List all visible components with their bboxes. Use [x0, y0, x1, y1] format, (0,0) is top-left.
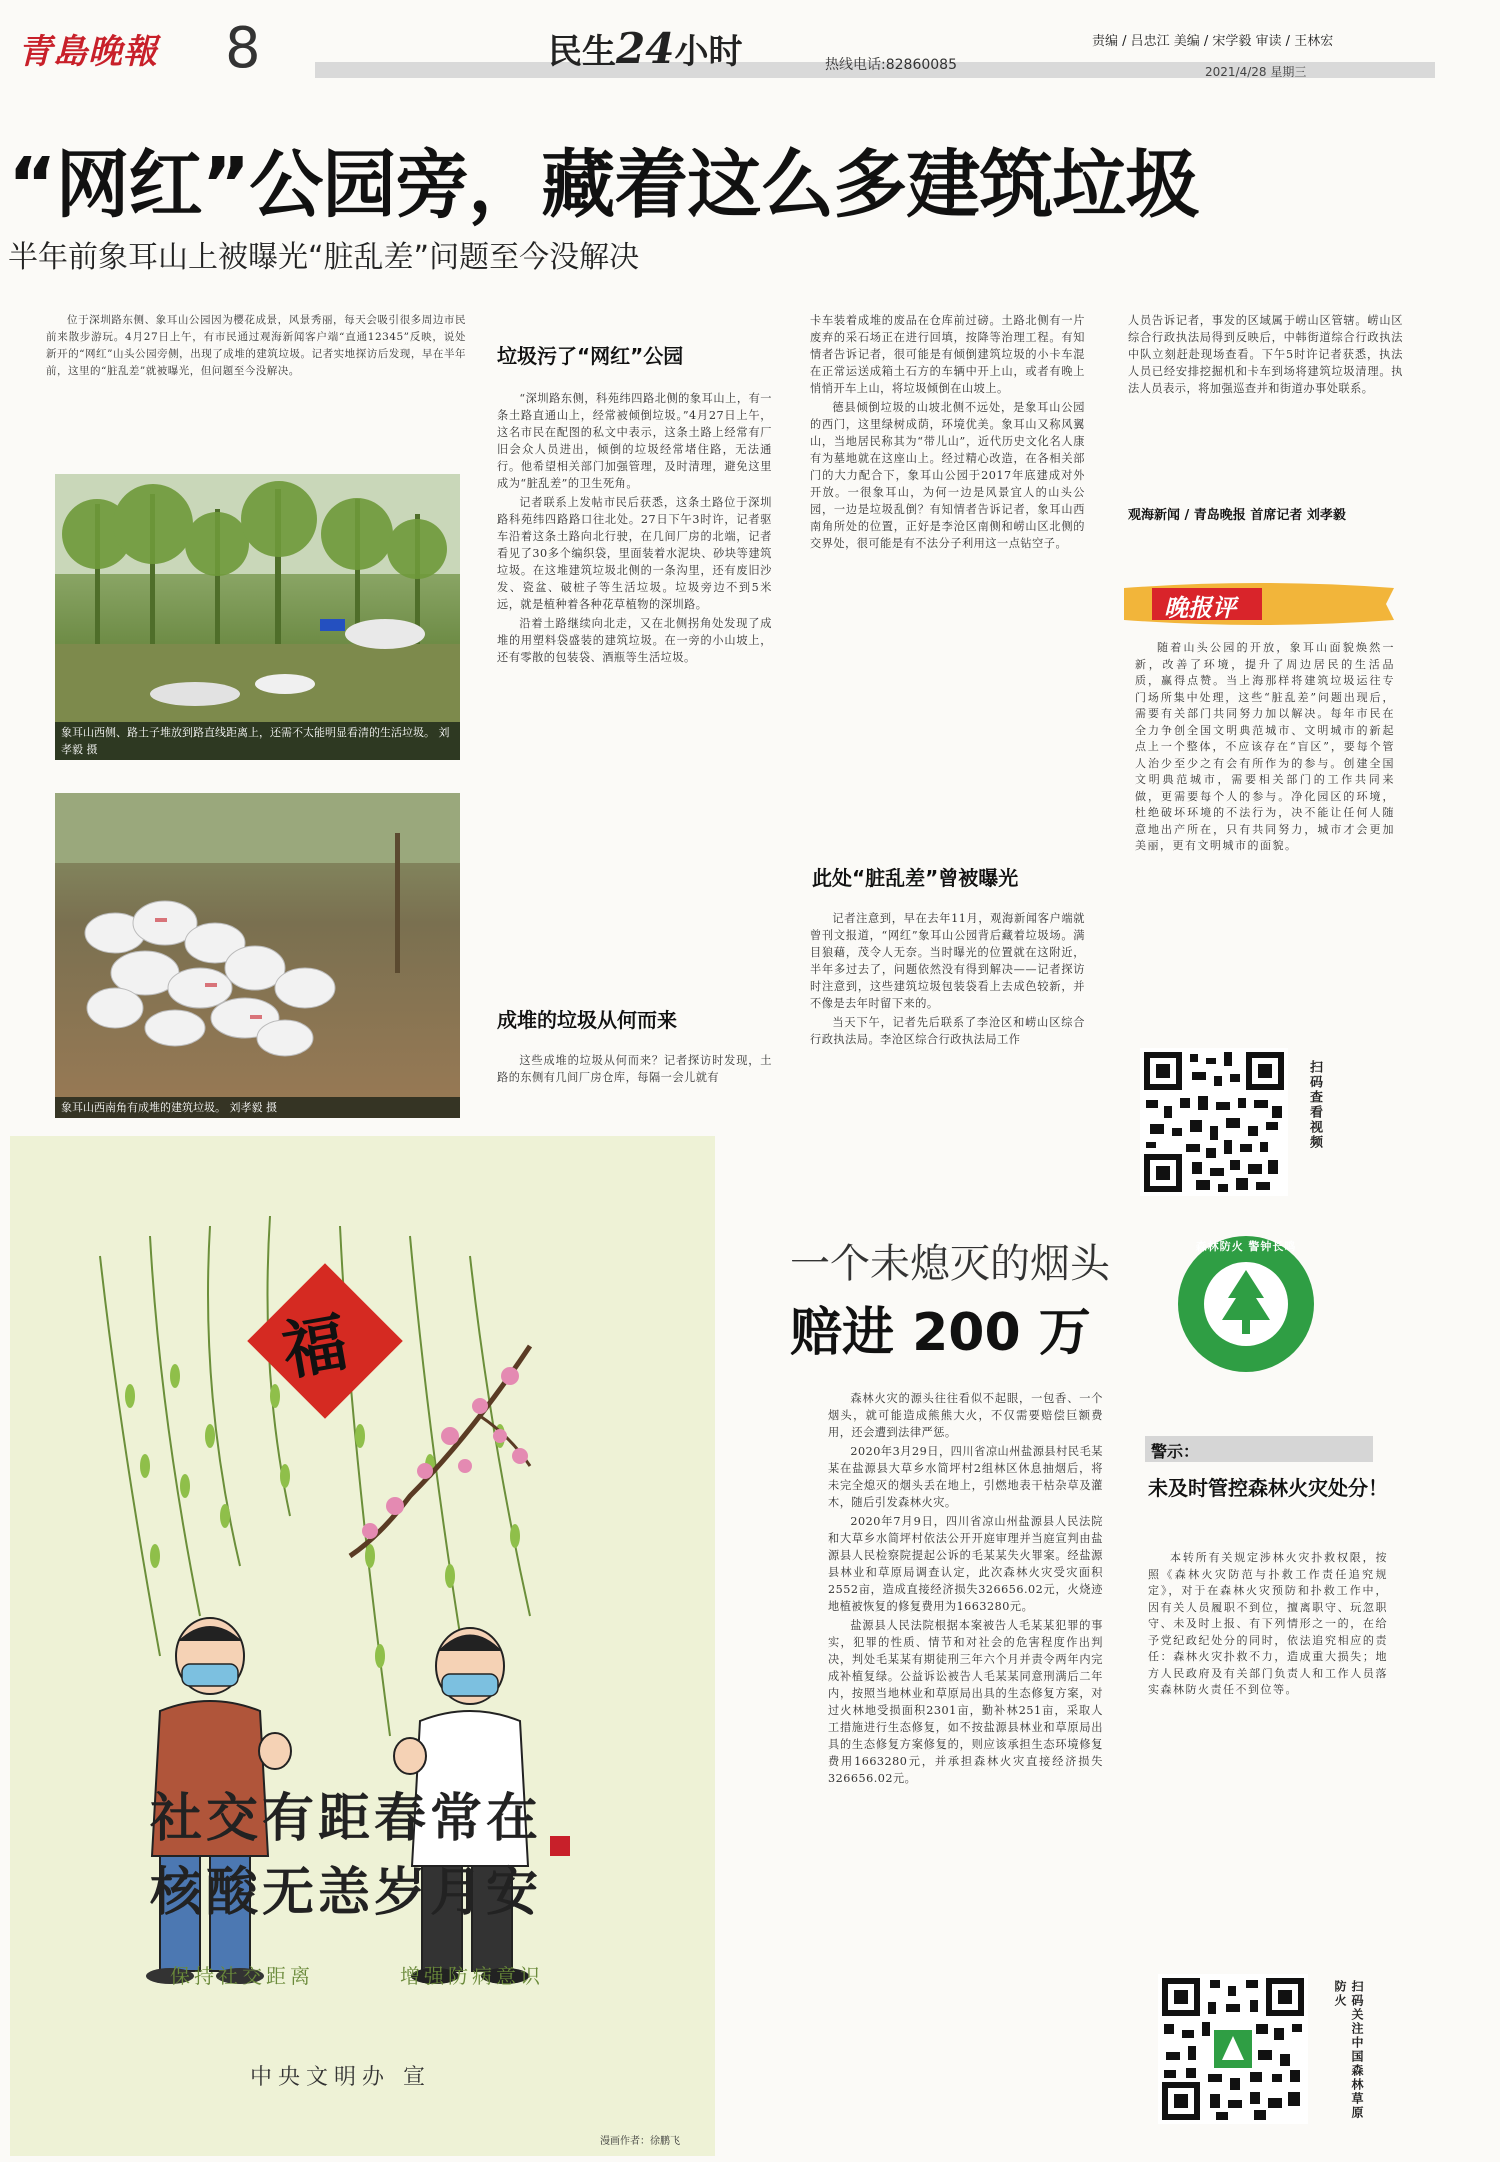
commentary-banner [1124, 582, 1394, 626]
section3-para: 当天下午，记者先后联系了李沧区和崂山区综合行政执法局。李沧区综合行政执法局工作 [810, 1016, 1085, 1046]
commentary-banner-text: 晚报评 [1164, 594, 1236, 622]
psa-author: 漫画作者：徐鹏飞 [600, 2136, 680, 2147]
warning-paragraph: 本转所有关规定涉林火灾扑救权限，按照《森林火灾防范与扑救工作责任追究规定》，对于在森林火灾预防和扑救工作中，因有关人员履职不到位，擅离职守、玩忽职守、未及时上报、有下列情形之一的，在给予党纪政纪处分的同时，依法追究相应的责任：森林火灾扑救不力，造成重大损失；地方人民政府及有关部门负责人和工作人员落实森林防火责任不到位等。 [1148, 1551, 1388, 1696]
section3-para: 记者注意到，早在去年11月，观海新闻客户端就曾刊文报道，“网红”象耳山公园背后藏着垃圾场。满目狼藉，茂令人无奈。当时曝光的位置就在这附近，半年多过去了，问题依然没有得到解决——记者探访时注意到，这些建筑垃圾包装袋看上去成色较新，并不像是去年时留下来的。 [810, 912, 1085, 1010]
fire-title-line2: 赔进 200 万 [790, 1303, 1091, 1363]
section1-body [497, 390, 772, 668]
qr-pattern-2 [1158, 1974, 1308, 2124]
fire-para: 森林火灾的源头往往看似不起眼，一包香、一个烟头，就可能造成熊熊大火，不仅需要赔偿巨额费用，还会遭到法律严惩。 [828, 1392, 1103, 1439]
warning-label-bar [1145, 1436, 1373, 1462]
section2-body [497, 1052, 772, 1088]
section1-title: 垃圾污了“网红”公园 [497, 344, 684, 368]
psa-poster [10, 1136, 715, 2156]
section-prefix: 民生 [548, 32, 616, 72]
col3-body [810, 312, 1085, 554]
fire-para: 2020年7月9日，四川省凉山州盐源县人民法院和大草乡水简坪村依法公开开庭审理并当庭宣判由盐源县人民检察院提起公诉的毛某某失火罪案。经盐源县林业和草原局调查认定，此次森林火灾受灾面积2552亩，造成直接经济损失326656.02元，火烧迹地植被恢复的修复费用为1663280元。 [828, 1515, 1103, 1613]
col3-para: 德县倾倒垃圾的山坡北侧不远处，是象耳山公园的西门，这里绿树成荫，环境优美。象耳山又称风翼山，当地居民称其为“带儿山”，近代历史文化名人康有为墓地就在这座山上。经过精心改造，在各相关部门的大力配合下，象耳山公园于2017年底建成对外开放。一很象耳山，为何一边是风景宜人的山头公园，一边是垃圾乱倒？有知情者告诉记者，象耳山西南角所处的位置，正好是李沧区南侧和崂山区北侧的交界处，很可能是有不法分子利用这一点钻空子。 [810, 401, 1085, 550]
psa-line-1: 社交有距春常在 [150, 1788, 543, 1849]
byline-credit: 观海新闻 / 青岛晚报 首席记者 刘孝毅 [1128, 508, 1346, 523]
psa-issuer: 中央文明办 宣 [250, 2065, 431, 2090]
photo-scene-2 [55, 793, 460, 1118]
page-number: 8 [225, 16, 261, 81]
commentary-paragraph: 随着山头公园的开放，象耳山面貌焕然一新，改善了环境，提升了周边居民的生活品质，赢得点赞。当上海那样将建筑垃圾运往专门场所集中处理，这些“脏乱差”问题出现后，需要有关部门共同努力加以解决。每年市民在全力争创全国文明典范城市、文明城市的新起点上一个整体，不应该存在“盲区”，要每个管人治少至少之有会有所作为的参与。创建全国文明典范城市，需要相关部门的工作共同来做，更需要每个人的参与。净化园区的环境，杜绝破坏环境的不法行为，决不能让任何人随意地出产所在，只有共同努力，城市才会更加美丽，更有文明城市的面貌。 [1135, 641, 1395, 852]
intro-text [46, 312, 466, 382]
col4-body [1128, 312, 1403, 399]
col3-para: 卡车装着成堆的废品在仓库前过磅。土路北侧有一片废弃的采石场正在进行回填，按降等治理工程。有知情者告诉记者，很可能是有倾倒建筑垃圾的小卡车混在正常运送成箱土石方的车辆中开上山，或者有晚上悄悄开车上山，将垃圾倾倒在山坡上。 [810, 314, 1085, 395]
fire-para: 2020年3月29日，四川省凉山州盐源县村民毛某某在盐源县大草乡水简坪村2组林区休息抽烟后，将未完全熄灭的烟头丢在地上，引燃地表干枯杂草及灌木，随后引发森林火灾。 [828, 1445, 1103, 1509]
qr-code-video[interactable] [1140, 1048, 1288, 1196]
warning-title: 未及时管控森林火灾处分！ [1148, 1476, 1388, 1500]
qr-label-video: 扫码查看视频 [1307, 1060, 1322, 1150]
section-suffix: 小时 [674, 32, 743, 72]
headline: “网红”公园旁，藏着这么多建筑垃圾 [8, 142, 1199, 228]
section1-para: 记者联系上发帖市民后获悉，这条土路位于深圳路科苑纬四路路口往北处。27日下午3时许，记者驱车沿着这条土路向北行驶，在几间厂房的北端，记者看见了30多个编织袋，里面装着水泥块、砂块等建筑垃圾。在这堆建筑垃圾北侧的一条沟里，还有废旧沙发、瓷盆、破桩子等生活垃圾。垃圾旁边不到5米远，就是植种着各种花草植物的深圳路。 [497, 496, 772, 611]
photo1-caption: 象耳山西侧、路土子堆放到路直线距离上，还需不太能明显看清的生活垃圾。 刘孝毅 摄 [55, 722, 460, 760]
psa-line-2: 核酸无恙岁月安 [150, 1862, 543, 1923]
masthead [0, 0, 1500, 90]
section-number: 24 [616, 24, 675, 73]
fire-title-line1: 一个未熄灭的烟头 [790, 1241, 1110, 1287]
badge-text: 森林防火 警钟长鸣 [1195, 1240, 1297, 1253]
hotline: 热线电话:82860085 [825, 57, 957, 73]
warning-text [1148, 1550, 1388, 1701]
warning-label: 警示： [1151, 1442, 1200, 1461]
section1-para: “深圳路东侧，科苑纬四路北侧的象耳山上，有一条土路直通山上，经常被倾倒垃圾。”4月27日上午，这名市民在配图的私文中表示，这条土路上经常有厂旧会众人员进出，倾倒的垃圾经常堵住路，无法通行。他希望相关部门加强管理，及时清理，避免这里成为“脏乱差”的卫生死角。 [497, 392, 772, 490]
section-title [548, 24, 742, 73]
paper-logo: 青島晚報 [18, 32, 158, 72]
badge-graphic [1176, 1234, 1316, 1374]
psa-slogan-right: 增强防病意识 [400, 1964, 544, 1988]
col4-para: 人员告诉记者，事发的区域属于崂山区管辖。崂山区综合行政执法局得到反映后，中韩街道综合行政执法中队立刻赶赴现场查看。下午5时许记者获悉，执法人员已经安排挖掘机和卡车到场将建筑垃圾清理。执法人员表示，将加强巡查并和街道办事处联系。 [1128, 314, 1403, 395]
section3-title: 此处“脏乱差”曾被曝光 [812, 866, 1019, 890]
photo2-caption: 象耳山西南角有成堆的建筑垃圾。 刘孝毅 摄 [55, 1097, 460, 1118]
section2-para: 这些成堆的垃圾从何而来？记者探访时发现，土路的东侧有几间厂房仓库，每隔一会儿就有 [497, 1054, 772, 1084]
section2-title: 成堆的垃圾从何而来 [497, 1008, 677, 1032]
intro-paragraph: 位于深圳路东侧、象耳山公园因为樱花成景，风景秀丽，每天会吸引很多周边市民前来散步游玩。4月27日上午，有市民通过观海新闻客户端“直通12345”反映，说处新开的“网红”山头公园旁侧，出现了成堆的建筑垃圾。记者实地探访后发现，早在半年前，这里的“脏乱差”就被曝光，但问题至今没解决。 [46, 314, 466, 377]
section1-para: 沿着土路继续向北走，又在北侧拐角处发现了成堆的用塑料袋盛装的建筑垃圾。在一旁的小山坡上，还有零散的包装袋、酒瓶等生活垃圾。 [497, 617, 772, 664]
commentary-text [1135, 640, 1395, 857]
photo-construction-waste [55, 793, 460, 1118]
photo-scene-1 [55, 474, 460, 760]
issue-date: 2021/4/28 星期三 [1205, 65, 1307, 79]
forest-fire-badge [1176, 1234, 1316, 1374]
photo-park-trash [55, 474, 460, 760]
psa-slogan-left: 保持社交距离 [170, 1964, 314, 1988]
fu-character: 福 [276, 1304, 353, 1390]
psa-illustration [10, 1136, 715, 2156]
subheadline: 半年前象耳山上被曝光“脏乱差”问题至今没解决 [8, 240, 640, 275]
qr-code-forest[interactable] [1158, 1974, 1308, 2124]
qr-label-forest: 扫码关注中国森林草原防火 [1333, 1980, 1364, 2120]
fire-article-body [828, 1390, 1103, 1789]
editors-line: 责编 / 吕忠江 美编 / 宋学毅 审读 / 王林宏 [1092, 34, 1334, 49]
section3-body [810, 910, 1085, 1050]
fire-para: 盐源县人民法院根据本案被告人毛某某犯罪的事实，犯罪的性质、情节和对社会的危害程度作出判决，判处毛某某有期徒刑三年六个月并责令两年内完成补植复绿。公益诉讼被告人毛某某同意刑满后二年内，按照当地林业和草原局出具的生态修复方案，对过火林地受损面积2301亩，勤补林251亩，采取人工措施进行生态修复，如不按盐源县林业和草原局出具的生态修复方案修复的，则应该承担生态环境修复费用1663280元，并承担森林火灾直接经济损失326656.02元。 [828, 1619, 1103, 1785]
qr-pattern [1140, 1048, 1288, 1196]
